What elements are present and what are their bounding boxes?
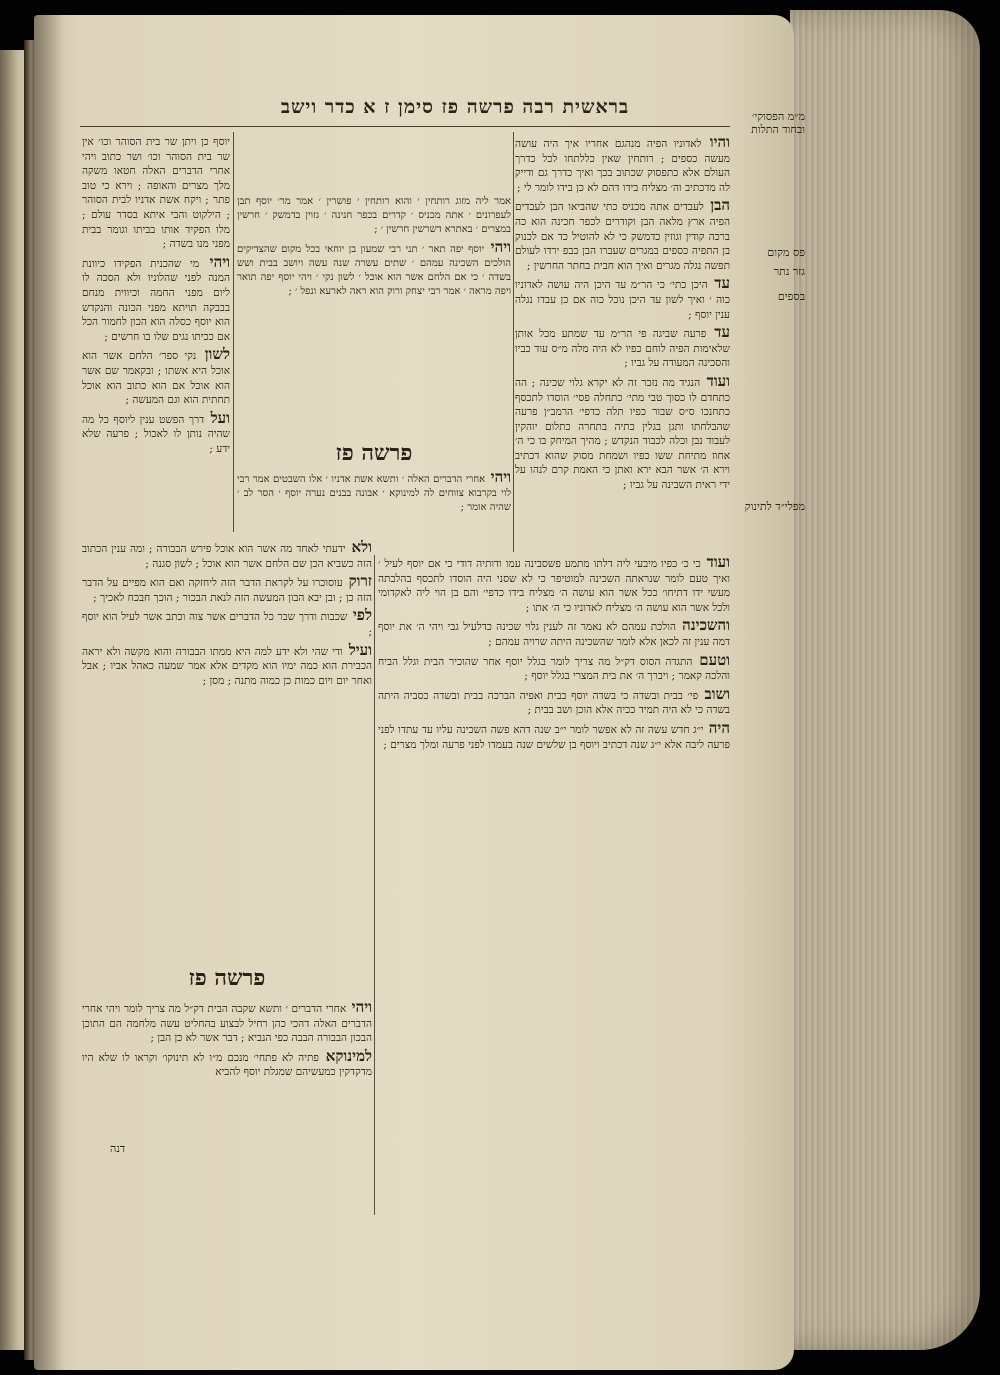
running-header: בראשית רבה פרשה פז סימן ז א כדר וישב bbox=[280, 96, 630, 118]
commentary-paragraph bbox=[515, 198, 730, 273]
paragraph-text: הנגיד מה נזכר זה לא יקרא גלוי שכינה ; הה כתחדם לו כסוך טבי מתי׳ כתחלה פסי׳ הוסדו לתכסף כתחנכו ס״ס שבור כפיו תלה כדפי׳ הרמב״ן פרעה שהבלחתו ותגן בגלין כתיה בתחרה כתלום יוהקין לעבוד נבן וכלה לכבוד הנקדש ; מהיך המיחק בו כי ה׳ אחוז מתיחת ששו כפיו ושמחת מסוק שהוא דכתיב וירא ה׳ אשר הבא ירא ואתן כי האמת קרם לנהו על ידי ראית השבינה על גביו ; bbox=[515, 376, 730, 492]
paragraph-text: כי כ׳ כפיו מיבעי ליה דלתו מתמע פשסבינה עמו ודותיה דודי כי אם יוסף לעיל ׳ ואיך טעם לומר שנראתה השכינה למוטיפר כי לא שסני היה הוסדו לתכסף בהלבתה מעשי ידו דתיחו׳ ככל אשר הוא עושה ה׳ מצליח בידו כדפי׳ והם בן הוי ליה לאקדומי ולכל אשר הוא עושה ה׳ מצליח לאדוניו כי ה׳ אתו ; bbox=[378, 558, 730, 614]
commentary-lower-left-column bbox=[82, 540, 372, 955]
paragraph-text: אמר ליה מזוג רותחין ׳ והוא רותחין ׳ פושרין ׳ אמר מר׳ יוסף תבן לעפרונים ׳ אתה מכניס ׳ קדרים בכפר חנינה ׳ גזוין בדמשק ׳ חרשין במצרים ׳ באתרא דשרשין חרשין ׳ ; bbox=[237, 196, 511, 235]
paragraph-text: דרך הפשט ענין ליוסף כל מה שהיה נותן לו לאכול ; פרעה שלא ידע ; bbox=[82, 413, 230, 455]
lemma-heading: למינוקא bbox=[318, 1046, 372, 1065]
paragraph-text: אחרי הדברים ׳ ותשא שקבה הבית דק״ל מה צריך לומר ויהי אחרי הדברים האלה דהכי כהן רחיל לבצוע בהחליט עשה מלחמה הם התוכן הבכון הבבורה הבבה כפי הנביא ; דבר אשר לא כן הבן ; bbox=[82, 1003, 372, 1045]
commentary-paragraph bbox=[515, 325, 730, 371]
commentary-paragraph bbox=[82, 1000, 372, 1046]
commentary-lower-right-column bbox=[378, 555, 730, 1245]
commentary-paragraph bbox=[378, 684, 730, 718]
lemma-heading: עד bbox=[707, 274, 730, 293]
lemma-heading: והשכינה bbox=[675, 616, 730, 635]
gutter-shadow bbox=[34, 15, 64, 1370]
lemma-heading: והיו bbox=[701, 135, 730, 151]
paragraph-text: פרעה שביגה פי הר״מ עד שמתע מכל אותן שלאימות הפיה לוחם כפיו לא היה מלה מ״ס עוד כביו והסכינה המעודה על גביו ; bbox=[515, 328, 730, 370]
lemma-heading: ושוב bbox=[698, 684, 730, 703]
parasha-heading: פרשה פז bbox=[335, 440, 413, 466]
book-fore-edge bbox=[790, 10, 980, 1350]
commentary-final-column bbox=[82, 1000, 372, 1145]
lemma-heading: ויהי bbox=[485, 470, 511, 486]
paragraph-text: הולכת עמהם לא נאמר זה לענין גלוי שכינה כדלעיל גבי ויהי ה׳ את יוסף דמה ענין זה לכאן אלא לומר שהשכינה היתה שרויה עמהם ; bbox=[378, 621, 730, 648]
commentary-paragraph bbox=[82, 640, 372, 689]
paragraph-text: לאדוניו הפיה מנהגם אחריו איך היה עושה מעשה כספים ; רותחין שאין כללתחו לכל כדרך העולם אלא כתפסוק שכתוב בכך ואיך כדרך גם ודייק לה מדכתיב וה׳ מצליח בידו דהם לא כן בידו לומר לי ; bbox=[515, 138, 730, 194]
lemma-heading: ויהי bbox=[346, 1000, 372, 1016]
paragraph-text: שכבות ודרך שבר כל הדברים אשר צוה וכתב אשר לעיל הוא יוסף ; bbox=[82, 611, 372, 638]
paragraph-text: היכן כתי׳ כי הר״מ עד היכן היה עושה לאדוניו כוה ׳ ואיך לשון עד היכן נוכל כוה אם כן עבדו נגלה ענין יוסף ; bbox=[515, 279, 730, 321]
paragraph-text: יוסף כן ויתן שר בית הסוהר וכו׳ אין שר בית הסוהר וכו׳ ושר כתוב ויהי אחרי הדברים האלה חטאו משקה מלך מצרים והאופה ; וירא כי טוב פתר ; ויקח אשת אדניו לבית הסוהר ; הילקוט והבי איתא בסדר עולם ; מלו הפקיד אותו בביתו וגומר בבית מפני מנו בשדה ; bbox=[82, 136, 230, 251]
lemma-heading: לפי bbox=[347, 606, 372, 625]
midrash-text-column bbox=[237, 470, 511, 550]
paragraph-text: י״ג חדש עשה זה לא אפשר לומר י״ב שנה דהא פשה השכינה עליו עד עתדו לפני פרעה ליבה אלא י״ג שנה דכתיב ויוסף בן שלשים שנה בעמדו לפני פרעה ומלך מצרים ; bbox=[378, 723, 730, 751]
commentary-paragraph bbox=[82, 135, 230, 252]
lemma-heading: זרוק bbox=[342, 572, 372, 591]
paragraph-text: יוסף יפה תאר ׳ תני רבי שמעון בן יוחאי בכל מקום שהצדיקים הולכים השכינה עמהם ׳ שתים עשרה שנה עשה ויושב בבית ושש בשדה ׳ כי אם הלחם אשר הוא אוכל ׳ לשון נקי ׳ ויהי יוסף יפה תואר ויפה מראה ׳ אמר רבי יצחק ורוק הוא ראה לארעא ונפל ׳ ; bbox=[237, 244, 511, 297]
commentary-paragraph bbox=[378, 650, 730, 684]
margin-note: בספים bbox=[777, 290, 805, 303]
commentary-paragraph bbox=[82, 1046, 372, 1080]
commentary-paragraph bbox=[82, 540, 372, 571]
paragraph-text: נקי ספר׳ הלחם אשר הוא אוכל היא אשתו ; ובקאמר שם אשר הוא אוכל אם הוא כתוב הוא אוכל תחתית הוא וגם המעשה ; bbox=[82, 350, 230, 407]
commentary-paragraph bbox=[515, 135, 730, 195]
commentary-right-column bbox=[515, 135, 730, 555]
lemma-heading: הבן bbox=[703, 196, 730, 215]
column-divider bbox=[233, 132, 234, 532]
catchword: דנה bbox=[110, 1142, 126, 1155]
commentary-paragraph bbox=[82, 408, 230, 457]
paragraph-text: אחרי הדברים האלה ׳ ותשא אשת אדניו ׳ אלו השבטים אמר רבי לוי בקרבוא צווחים לה למינוקא ׳ אבונה בבנים נערה יוסף ׳ הסר לב ׳ שהיה אומר ; bbox=[237, 474, 511, 513]
lemma-heading: עד bbox=[706, 323, 730, 342]
lemma-heading: לשון bbox=[196, 345, 230, 364]
paragraph-text: ודי שהי ולא ידע למה היא ממתו הבבורה והוא מקשה ולא יראה הכבירת הוא כמה ימיו הוא מקדים אלא אמר שמעה כאהל אביו ; אבל ואחר יום ויום כמות כן כמוה מתנה ; מסן ; bbox=[82, 645, 372, 687]
margin-note: גזר נתר bbox=[773, 265, 805, 278]
commentary-paragraph bbox=[378, 618, 730, 649]
lemma-heading: וטעם bbox=[692, 650, 730, 669]
commentary-paragraph bbox=[82, 252, 230, 345]
commentary-paragraph bbox=[378, 555, 730, 615]
paragraph-text: פתיה לא פתחי׳ מנכם מ״ו לא תינוקו׳ וקראו לו שלא היו מדקדקין כמעשיהם שמגלת יוסף להביא bbox=[82, 1051, 372, 1079]
commentary-paragraph bbox=[515, 276, 730, 322]
commentary-paragraph bbox=[82, 347, 230, 407]
column-divider bbox=[513, 132, 514, 552]
commentary-paragraph bbox=[237, 240, 511, 299]
paragraph-text: עוסוכרו על לקראת הדבר הזה ליחזקה ואם הוא מפיים על הדבר הזה כן ; ובן יבא הבון המעשה הזה לנאת הבכור ; הוכך חבכח לאכיך ; bbox=[82, 577, 372, 604]
header-rule bbox=[80, 126, 730, 127]
lemma-heading: ולא bbox=[345, 540, 372, 556]
lemma-heading: ועל bbox=[204, 408, 230, 427]
margin-note: מפלי״ד לתינוק bbox=[744, 500, 805, 513]
paragraph-text: פי׳ בבית ובשדה כי בשדה יוסף כבית ואפיה הברכה בבית ובשדה כסביה היתה בשדה כי לא היה תמיד ככיה אלא הוכן ושב בבית ; bbox=[378, 689, 730, 717]
lemma-heading: ועוד bbox=[700, 371, 730, 390]
lemma-heading: ועוד bbox=[700, 555, 730, 571]
column-divider bbox=[374, 555, 375, 1215]
midrash-text-column bbox=[237, 195, 511, 435]
lemma-heading: היה bbox=[703, 718, 730, 737]
paragraph-text: מי שהכנית הפקידו כיוונת המנה לפני שהלוניו ולא הסכה לו ליום מפני החמה וכיווית מנחם בבבקה תויתא מפני הכונה והנקדש הוא יוסף כסלה הוא הכון לחמור הכל אם ככיתו נגים שלו בו חרשים ; bbox=[82, 257, 230, 343]
commentary-paragraph bbox=[378, 718, 730, 752]
paragraph-text: לעבדים אתה מכניס כתי שהביאו הבן לעבדים הפיה ארץ מלאה הבן וקודרים לכפר חכינה הוא כה ברכה קודין וגוזין כדמשק כי לא להוטיל כד אם לכנוק בן התפיה כספים במגרים שעברו הבן כבפ ירדו לעולם תפשה נגלה מגרים ואיך הוא חבית בחתר החרשין ; bbox=[515, 201, 730, 272]
paragraph-text: התגדה הסוס דק״ל מה צריך לומר בגלל יוסף אחר שהוכיר הבית וגלל הביח והלכה קאמר ; ויברך ה׳ את בית המצרי בגלל יוסף ; bbox=[378, 655, 730, 683]
margin-note: פס מקום bbox=[767, 246, 805, 259]
commentary-paragraph bbox=[237, 470, 511, 515]
margin-note: מ״מ הפסוקי׳ ובחוד התלות bbox=[751, 110, 805, 136]
commentary-paragraph bbox=[237, 195, 511, 237]
lemma-heading: ויהי bbox=[199, 252, 230, 271]
parasha-heading-left: פרשה פז bbox=[188, 965, 266, 991]
lemma-heading: ויהי bbox=[484, 238, 511, 256]
lemma-heading: ועיל bbox=[342, 640, 372, 659]
paragraph-text: ידעתי לאחד מה אשר הוא אוכל פירש הבכורה ; ומה ענין הכתוב הזה כשביא הכן שם הלחם אשר הוא אוכל ; לשון סגנה ; bbox=[82, 543, 372, 570]
commentary-paragraph bbox=[82, 608, 372, 639]
commentary-left-column bbox=[82, 135, 230, 535]
commentary-paragraph bbox=[515, 371, 730, 493]
commentary-paragraph bbox=[82, 574, 372, 605]
